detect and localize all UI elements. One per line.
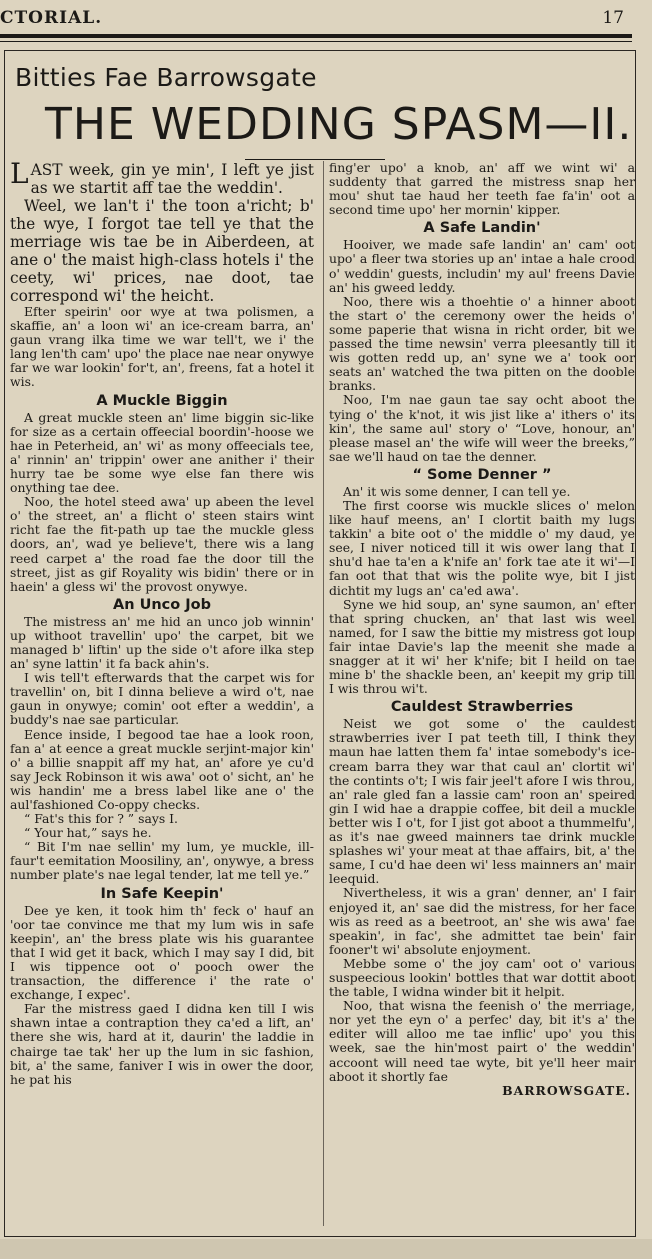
paragraph: I wis tell't efterwards that the carpet wis for travellin' on, bit I dinna believe a wird o't, nae gaun in onywye; comin' oot efter a weddin', a buddy's nae sae particular. (10, 670, 314, 728)
paragraph: “ Your hat,” says he. (24, 825, 152, 841)
header-rule-thick (0, 34, 632, 38)
article-headline: THE WEDDING SPASM—II. (45, 99, 633, 150)
lead-paragraph (10, 157, 314, 197)
paragraph: The first coorse wis muckle slices o' melon like hauf meens, an' I clortit baith my lugs takkin' a bite oot o' the middle o' my daud, ye see, I niver noticed till it wis ower lang that I shu'd hae ta'en a k'nife an' fork tae ate it wi'—I fan oot that that wis the polite wye, bit I jist dichtit my lugs an' ca'ed awa'. (329, 497, 635, 598)
subheading: In Safe Keepin' (100, 885, 224, 902)
paragraph: Noo, I'm nae gaun tae say ocht aboot the tying o' the k'not, it wis jist like a' ithers o' its kin', the same aul' story o' “Love, honour, an' please masel an' the wife will weer the breeks,” sae we'll haud on tae the denner. (329, 392, 635, 464)
paragraph: Far the mistress gaed I didna ken till I wis shawn intae a contraption they ca'ed a lift, an' there she wis, hard at it, daurin' the laddie in chairge tae tak' her up the lum in sic fashion, bit, a' the same, faniver I wis in ower the door, he pat his (10, 1001, 314, 1087)
drop-cap: L (10, 157, 29, 190)
paragraph: Eence inside, I begood tae hae a look roon, fan a' at eence a great muckle serjint-major kin' o' a billie snappit aff my hat, an' afore ye cu'd say Jeck Robinson it wis awa' oot o' sicht, an' he wis handin' me a bress label like ane o' the aul'fashioned Co-oppy checks. (10, 726, 314, 812)
paragraph: Hooiver, we made safe landin' an' cam' oot upo' a fleer twa stories up an' intae a hale crood o' weddin' guests, includin' my aul' freens Davie an' his gweed leddy. (329, 237, 635, 295)
paragraph: Syne we hid soup, an' syne saumon, an' efter that spring chucken, an' that last wis weel named, for I saw the bittie my mistress got loup fair intae Davie's lap the meenit she made a snagger at it wi' her k'nife; bit I heild on tae mine b' the shackle been, an' keepit my grip till I wis throu wi't. (329, 596, 635, 697)
paragraph: “ Fat's this for ? ” says I. (24, 811, 178, 827)
paragraph: fing'er upo' a knob, an' aff we wint wi' a suddenty that garred the mistress snap her mou' shut tae haud her teeth fae fa'in' oot a second time upo' her mornin' kipper. (329, 160, 635, 218)
subheading: A Safe Landin' (423, 220, 541, 237)
right-column (329, 161, 635, 1098)
paragraph: Dee ye ken, it took him th' feck o' hauf an 'oor tae convince me that my lum wis in safe keepin', an' the bress plate wis his guarantee that I wid get it back, which I may say I did, bit I wis tippence oot o' pooch ower the transaction, the difference i' the rate o' exchange, I expec'. (10, 902, 314, 1003)
paragraph: “ Bit I'm nae sellin' my lum, ye muckle, ill-faur't eemitation Moosiliny, an', onywye, a bress number plate's nae legal tender, lat me tell ye.” (10, 839, 314, 883)
bottom-strip (0, 1239, 652, 1259)
section-name: CTORIAL. (0, 8, 103, 28)
page-number: 17 (602, 8, 624, 28)
paragraph: An' it wis some denner, I can tell ye. (343, 483, 571, 499)
paragraph: Neist we got some o' the cauldest strawberries iver I pat teeth till, I think they maun hae latten them fa' intae somebody's ice-cream barra they war that caul an' clortit wi' the contints o't; I wis fair jeel't afore I wis throu, an' rale gled fan a lassie cam' roon an' speired gin I wid hae a drappie coffee, bit deil a muckle better wis I o't, for I jist got aboot a thummelfu', as it's nae gweed mainners tae drink muckle splashes wi' your meat at thae affairs, bit, a' the same, I cu'd hae deen wi' less mainners an' mair leequid. (329, 716, 635, 887)
header-rule-thin (0, 41, 632, 42)
paragraph: Noo, the hotel steed awa' up abeen the level o' the street, an' a flicht o' steen stairs wint richt fae the fit-path up tae the muckle gless doors, an', wad ye believe't, there wis a lang reed carpet a' the road fae the door till the street, jist as gif Royality wis bidin' there or in haein' a gless wi' the provost onywye. (10, 494, 314, 594)
subheading: “ Some Denner ” (412, 466, 552, 483)
byline-signature: BARROWSGATE. (502, 1082, 631, 1098)
lead-text: AST week, gin ye min', I left ye jist as we startit aff tae the weddin'. (30, 161, 314, 197)
subheading: A Muckle Biggin (96, 392, 228, 409)
paragraph: Nivertheless, it wis a gran' denner, an' I fair enjoyed it, an' sae did the mistress, for her face wis as reed as a beetroot, an' she wis awa' fae speakin', in fac', she admittet tae bein' fair fooner't wi' absolute enjoyment. (329, 885, 635, 957)
paragraph: Mebbe some o' the joy cam' oot o' various suspeecious lookin' bottles that war dottit aboot the table, I widna winder bit it helpit. (329, 955, 635, 1000)
article-box (4, 50, 636, 1237)
paragraph: Weel, we lan't i' the toon a'richt; b' the wye, I forgot tae tell ye that the merriage wis tae be in Aiberdeen, at ane o' the maist high-class hotels i' the ceety, wi' prices, nae doot, tae correspond wi' the heicht. (10, 197, 314, 305)
subheading: Cauldest Strawberries (390, 699, 574, 716)
left-column (10, 157, 314, 1087)
column-divider (323, 161, 324, 1226)
paragraph: The mistress an' me hid an unco job winnin' up withoot travellin' upo' the carpet, bit we managed b' liftin' up the side o't afore ilka step an' syne lattin' it fa back ahin's. (10, 613, 314, 672)
paragraph: Noo, there wis a thoehtie o' a hinner aboot the start o' the ceremony ower the heids o' some paperie that wisna in richt order, bit we passed the time newsin' verra pleesantly till it wis gotten redd up, an' syne we a' took oor seats an' watched the twa pitten on the dooble branks. (329, 293, 635, 394)
article-kicker: Bitties Fae Barrowsgate (15, 63, 317, 92)
paragraph: Noo, that wisna the feenish o' the merriage, nor yet the eyn o' a perfec' day, bit it's a' the editer will alloo me tae inflic' upo' you this week, sae the hin'most pairt o' the weddin' accoont will need tae wyte, bit ye'll heer mair aboot it shortly fae (329, 998, 635, 1084)
subheading: An Unco Job (112, 596, 212, 613)
paragraph: A great muckle steen an' lime biggin sic-like for size as a certain offeecial boordin'-hoose we hae in Peterheid, an' wi' as mony offeecials tee, a' rinnin' an' trippin' ower ane anither i' their hurry tae be some wye else fan there wis onything tae dee. (10, 409, 314, 496)
paragraph: Efter speirin' oor wye at twa polismen, a skaffie, an' a loon wi' an ice-cream barra, an' gaun vrang ilka time we war tell't, we i' the lang len'th cam' upo' the place nae near onywye far we war lookin' for't, an', freens, fat a hotel it wis. (10, 304, 314, 390)
running-head (0, 8, 652, 30)
